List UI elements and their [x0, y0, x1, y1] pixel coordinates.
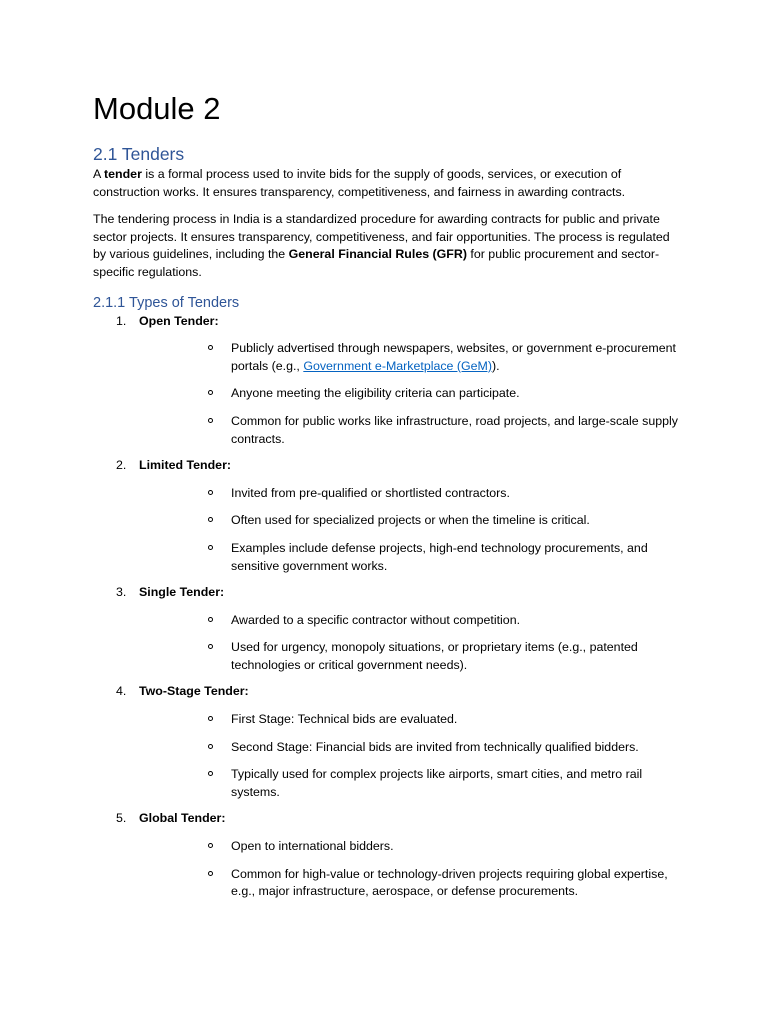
paragraph-text: A: [93, 167, 105, 181]
bullet-point: [139, 340, 683, 375]
hollow-circle-bullet-icon: [208, 716, 213, 721]
tender-type-item: [93, 584, 683, 674]
tender-type-title: Limited Tender:: [139, 458, 232, 473]
tender-type-title: Single Tender:: [139, 585, 225, 600]
bullet-text: Often used for specialized projects or when the timeline is critical.: [231, 513, 590, 528]
bullet-text: Anyone meeting the eligibility criteria can participate.: [231, 386, 520, 401]
hollow-circle-bullet-icon: [208, 345, 213, 350]
hollow-circle-bullet-icon: [208, 418, 213, 423]
bullet-text: Common for public works like infrastructure, road projects, and large-scale supply contracts.: [231, 413, 678, 446]
bullet-point: [139, 612, 683, 630]
bullet-text: Open to international bidders.: [231, 839, 394, 854]
tender-type-points: [139, 612, 683, 675]
bold-term-tender: tender: [104, 167, 142, 181]
bullet-point: [139, 540, 683, 575]
gem-portal-link[interactable]: Government e-Marketplace (GeM): [303, 358, 492, 373]
subsection-heading-types: 2.1.1 Types of Tenders: [93, 294, 240, 311]
bullet-point: [139, 866, 683, 901]
tender-type-points: [139, 711, 683, 801]
hollow-circle-bullet-icon: [208, 490, 213, 495]
tender-definition-paragraph: [93, 166, 683, 201]
tender-type-item: [93, 457, 683, 575]
hollow-circle-bullet-icon: [208, 871, 213, 876]
hollow-circle-bullet-icon: [208, 744, 213, 749]
paragraph-text: is a formal process used to invite bids for the supply of goods, services, or execution of construction works. It ensures transparency, competitiveness, and fairness in awarding contracts.: [93, 167, 626, 199]
bullet-point: [139, 413, 683, 448]
tender-type-item: [93, 810, 683, 900]
bullet-point: [139, 711, 683, 729]
bullet-point: [139, 512, 683, 530]
paragraph-text: The tendering process in India is a standardized procedure for awarding contracts for public and private sector projects. It ensures transparency, competitiveness, and fair opportunities. The process is regulated by various guidelines, including the: [93, 212, 670, 262]
bullet-point: [139, 766, 683, 801]
bullet-point: [139, 838, 683, 856]
hollow-circle-bullet-icon: [208, 644, 213, 649]
list-number: 2.: [116, 458, 127, 473]
hollow-circle-bullet-icon: [208, 545, 213, 550]
tendering-process-paragraph: [93, 211, 683, 281]
tender-type-title: Two-Stage Tender:: [139, 684, 249, 699]
tender-type-title: Global Tender:: [139, 811, 226, 826]
tender-type-points: [139, 485, 683, 575]
hollow-circle-bullet-icon: [208, 390, 213, 395]
section-heading-tenders: 2.1 Tenders: [93, 144, 185, 164]
tender-type-title: Open Tender:: [139, 313, 219, 328]
bullet-text: Awarded to a specific contractor without competition.: [231, 612, 521, 627]
tender-type-item: [93, 313, 683, 449]
bold-term-gfr: General Financial Rules (GFR): [288, 247, 467, 262]
tender-types-list: [93, 313, 683, 901]
bullet-text: Used for urgency, monopoly situations, or proprietary items (e.g., patented technologies or critical government needs).: [231, 640, 638, 672]
bullet-text: Publicly advertised through newspapers, websites, or government e-procurement portals (e.g.,: [231, 341, 676, 373]
tender-type-points: [139, 838, 683, 901]
hollow-circle-bullet-icon: [208, 617, 213, 622]
hollow-circle-bullet-icon: [208, 771, 213, 776]
bullet-text: Second Stage: Financial bids are invited from technically qualified bidders.: [231, 739, 639, 754]
document-page: [93, 88, 683, 901]
bullet-text: Examples include defense projects, high-end technology procurements, and sensitive government works.: [231, 540, 648, 573]
list-number: 4.: [116, 684, 127, 699]
paragraph-text: for public procurement and sector-specific regulations.: [93, 247, 660, 279]
list-number: 3.: [116, 585, 127, 600]
bullet-text: Invited from pre-qualified or shortlisted contractors.: [231, 485, 510, 500]
list-number: 1.: [116, 313, 127, 328]
bullet-text: Common for high-value or technology-driven projects requiring global expertise, e.g., major infrastructure, aerospace, or defense procurements.: [231, 866, 668, 899]
hollow-circle-bullet-icon: [208, 517, 213, 522]
bullet-point: [139, 639, 683, 674]
module-title: Module 2: [93, 91, 221, 126]
bullet-text: Typically used for complex projects like airports, smart cities, and metro rail systems.: [231, 767, 643, 799]
hollow-circle-bullet-icon: [208, 843, 213, 848]
bullet-text: ).: [492, 358, 500, 373]
tender-type-item: [93, 683, 683, 801]
bullet-point: [139, 385, 683, 403]
bullet-point: [139, 485, 683, 503]
bullet-point: [139, 739, 683, 757]
tender-type-points: [139, 340, 683, 448]
bullet-text: First Stage: Technical bids are evaluated.: [231, 712, 458, 727]
list-number: 5.: [116, 811, 127, 826]
